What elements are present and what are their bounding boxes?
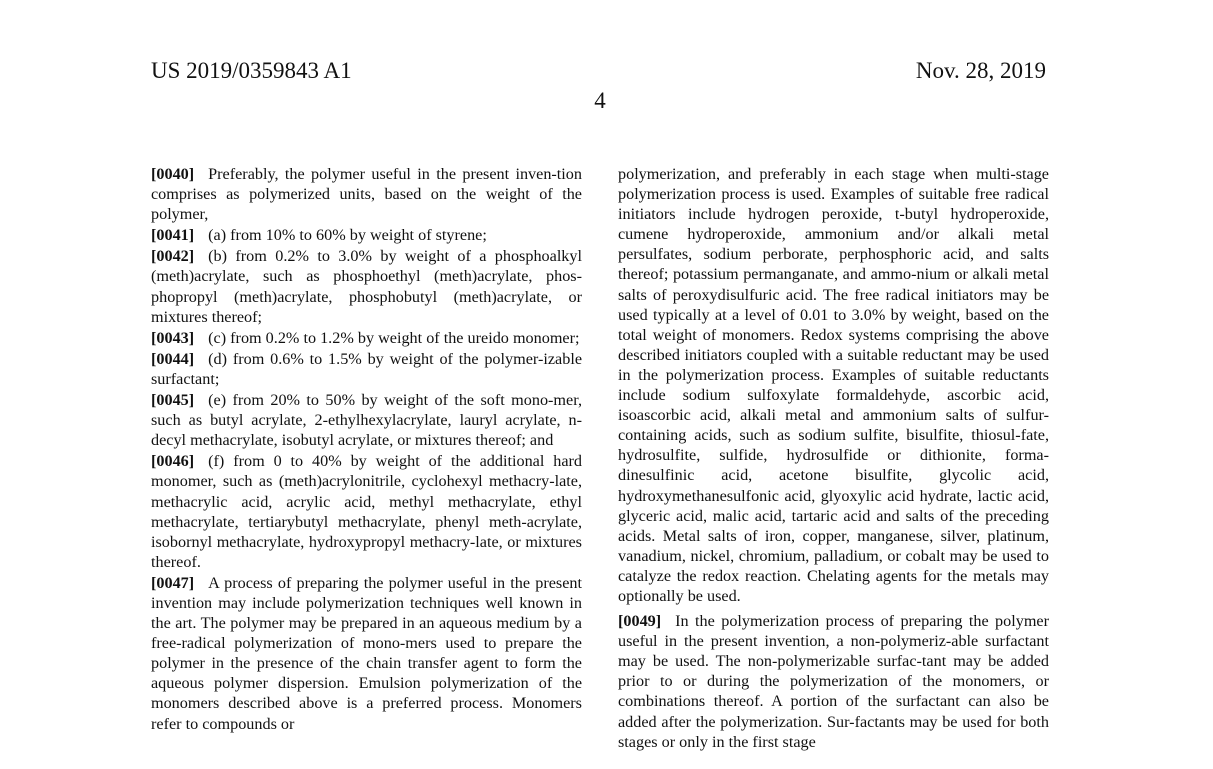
paragraph-0041 (151, 225, 582, 245)
paragraph-0040 (151, 164, 582, 224)
paragraph-0047 (151, 573, 582, 734)
paragraph-continued (618, 164, 1049, 606)
paragraph-0049 (618, 611, 1049, 752)
paragraph-text: polymerization, and preferably in each stage when multi-stage polymerization process is used. Examples of suitable free radical initiators include hydrogen peroxide, t-butyl hydroperoxide, cumene hydroperoxide, ammonium and/or alkali metal persulfates, sodium perborate, perphosphoric acid, and salts thereof; potassium permanganate, and ammo-nium or alkali metal salts of peroxydisulfuric acid. The free radical initiators may be used typically at a level of 0.01 to 3.0% by weight, based on the total weight of monomers. Redox systems comprising the above described initiators coupled with a suitable reductant may be used in the polymerization process. Examples of suitable reductants include sodium sulfoxylate formaldehyde, ascorbic acid, isoascorbic acid, alkali metal and ammonium salts of sulfur-containing acids, such as sodium sulfite, bisulfite, thiosul-fate, hydrosulfite, sulfide, hydrosulfide or dithionite, forma-dinesulfinic acid, acetone bisulfite, glycolic acid, hydroxymethanesulfonic acid, glyoxylic acid hydrate, lactic acid, glyceric acid, malic acid, tartaric acid and salts of the preceding acids. Metal salts of iron, copper, manganese, silver, platinum, vanadium, nickel, chromium, palladium, or cobalt may be used to catalyze the redox reaction. Chelating agents for the metals may optionally be used. (618, 165, 1049, 605)
paragraph-number: [0040] (151, 165, 195, 183)
paragraph-text: Preferably, the polymer useful in the present inven-tion comprises as polymerized units, based on the weight of the polymer, (151, 165, 582, 224)
paragraph-number: [0047] (151, 573, 195, 592)
paragraph-number: [0045] (151, 391, 195, 410)
paragraph-number: [0042] (151, 247, 195, 266)
paragraph-text: In the polymerization process of preparing the polymer useful in the present invention, a non-polymeriz-able surfactant may be used. The non-polymerizable surfac-tant may be added prior to or during the polymerization of the monomers, or combinations thereof. A portion of the surfactant can also be added after the polymerization. Sur-factants may be used for both stages or only in the first stage (618, 612, 1049, 751)
paragraph-0044 (151, 349, 582, 389)
paragraph-text: (f) from 0 to 40% by weight of the additional hard monomer, such as (meth)acrylonitrile, cyclohexyl methacry-late, methacrylic acid, acrylic acid, methyl methacrylate, ethyl methacrylate, tertiarybutyl methacrylate, phenyl meth-acrylate, isobornyl methacrylate, hydroxypropyl methacry-late, or mixtures thereof. (151, 452, 582, 571)
left-column (151, 164, 582, 734)
paragraph-number: [0043] (151, 328, 195, 347)
paragraph-0042 (151, 246, 582, 326)
paragraph-number: [0049] (618, 612, 662, 631)
paragraph-number: [0044] (151, 349, 195, 368)
paragraph-0046 (151, 451, 582, 572)
publication-number: US 2019/0359843 A1 (151, 58, 352, 83)
paragraph-number: [0046] (151, 452, 195, 471)
paragraph-text: (c) from 0.2% to 1.2% by weight of the ureido monomer; (208, 328, 580, 347)
paragraph-number: [0041] (151, 226, 195, 245)
paragraph-text: A process of preparing the polymer useful in the present invention may include polymerization techniques well known in the art. The polymer may be prepared in an aqueous medium by a free-radical polymerization of mono-mers used to prepare the polymer in the presence of the chain transfer agent to form the aqueous polymer dispersion. Emulsion polymerization of the monomers described above is a preferred process. Monomers refer to compounds or (151, 573, 582, 733)
paragraph-0045 (151, 390, 582, 450)
publication-date: Nov. 28, 2019 (915, 58, 1046, 83)
paragraph-text: (e) from 20% to 50% by weight of the soft mono-mer, such as butyl acrylate, 2-ethylhexylacrylate, lauryl acrylate, n-decyl methacrylate, isobutyl acrylate, or mixtures thereof; and (151, 391, 582, 450)
paragraph-text: (d) from 0.6% to 1.5% by weight of the polymer-izable surfactant; (151, 349, 582, 388)
page-number: 4 (594, 88, 606, 113)
right-column (618, 164, 1049, 752)
paragraph-text: (a) from 10% to 60% by weight of styrene; (208, 226, 487, 245)
paragraph-text: (b) from 0.2% to 3.0% by weight of a phosphoalkyl (meth)acrylate, such as phosphoethyl (meth)acrylate, phos-phopropyl (meth)acrylate, phosphobutyl (meth)acrylate, or mixtures thereof; (151, 247, 582, 326)
paragraph-0043 (151, 328, 582, 348)
